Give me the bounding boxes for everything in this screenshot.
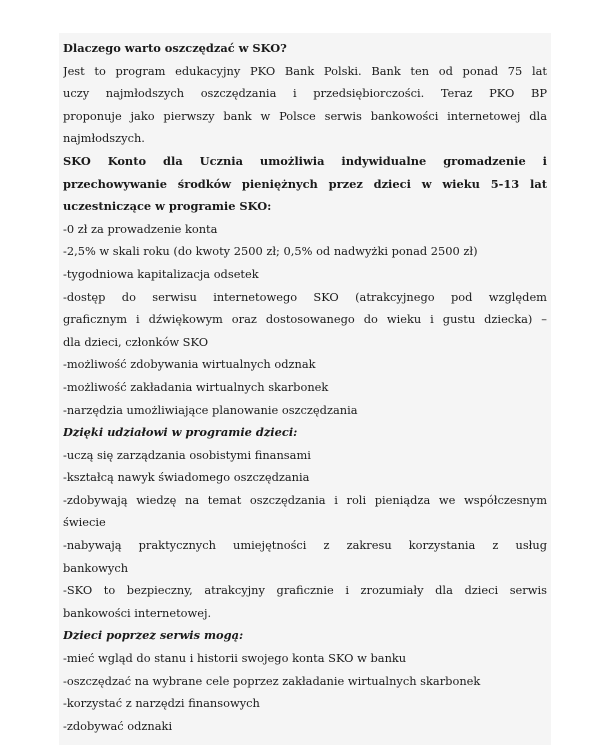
serwis-item: -mieć wgląd do stanu i historii swojego konta SKO w banku	[63, 651, 407, 666]
konto-heading-line-3: uczestniczące w programie SKO:	[63, 199, 272, 214]
udzial-item: -zdobywają wiedzę na temat oszczędzania i roli pieniądza we współczesnym	[63, 492, 547, 507]
document-page	[59, 33, 551, 745]
konto-item: -możliwość zakładania wirtualnych skarbonek	[63, 379, 329, 394]
konto-item: graficznym i dźwiękowym oraz dostosowanego do wieku i gustu dziecka) –	[63, 312, 547, 327]
serwis-item: -korzystać z narzędzi finansowych	[63, 696, 260, 711]
konto-item: -2,5% w skali roku (do kwoty 2500 zł; 0,5% od nadwyżki ponad 2500 zł)	[63, 244, 478, 259]
konto-item: -0 zł za prowadzenie konta	[63, 221, 218, 236]
intro-line-1: Jest to program edukacyjny PKO Bank Polski. Bank ten od ponad 75 lat	[63, 63, 547, 78]
konto-item: -możliwość zdobywania wirtualnych odznak	[63, 357, 316, 372]
intro-line-2: uczy najmłodszych oszczędzania i przedsiębiorczości. Teraz PKO BP	[63, 86, 547, 101]
serwis-heading: Dzieci poprzez serwis mogą:	[63, 628, 244, 643]
udzial-item: -kształcą nawyk świadomego oszczędzania	[63, 470, 310, 485]
udzial-item: -SKO to bezpieczny, atrakcyjny graficznie i zrozumiały dla dzieci serwis	[63, 583, 547, 598]
udzial-heading: Dzięki udziałowi w programie dzieci:	[63, 425, 298, 440]
udzial-item: -nabywają praktycznych umiejętności z zakresu korzystania z usług	[63, 538, 547, 553]
serwis-item: -oszczędzać na wybrane cele poprzez zakładanie wirtualnych skarbonek	[63, 673, 481, 688]
intro-line-3: proponuje jako pierwszy bank w Polsce serwis bankowości internetowej dla	[63, 108, 547, 123]
udzial-item: świecie	[63, 515, 106, 530]
intro-line-4: najmłodszych.	[63, 131, 145, 146]
udzial-item: bankowych	[63, 560, 129, 575]
konto-heading-line-2: przechowywanie środków pieniężnych przez dzieci w wieku 5-13 lat	[63, 176, 547, 191]
serwis-item: -zdobywać odznaki	[63, 718, 173, 733]
udzial-item: -uczą się zarządzania osobistymi finansami	[63, 447, 311, 462]
konto-item: -narzędzia umożliwiające planowanie oszczędzania	[63, 402, 358, 417]
udzial-item: bankowości internetowej.	[63, 605, 212, 620]
heading-why-save: Dlaczego warto oszczędzać w SKO?	[63, 41, 287, 55]
konto-item: dla dzieci, członków SKO	[63, 334, 209, 349]
konto-item: -tygodniowa kapitalizacja odsetek	[63, 266, 259, 281]
konto-item: -dostęp do serwisu internetowego SKO (atrakcyjnego pod względem	[63, 289, 547, 304]
konto-heading-line-1: SKO Konto dla Ucznia umożliwia indywidualne gromadzenie i	[63, 153, 547, 168]
